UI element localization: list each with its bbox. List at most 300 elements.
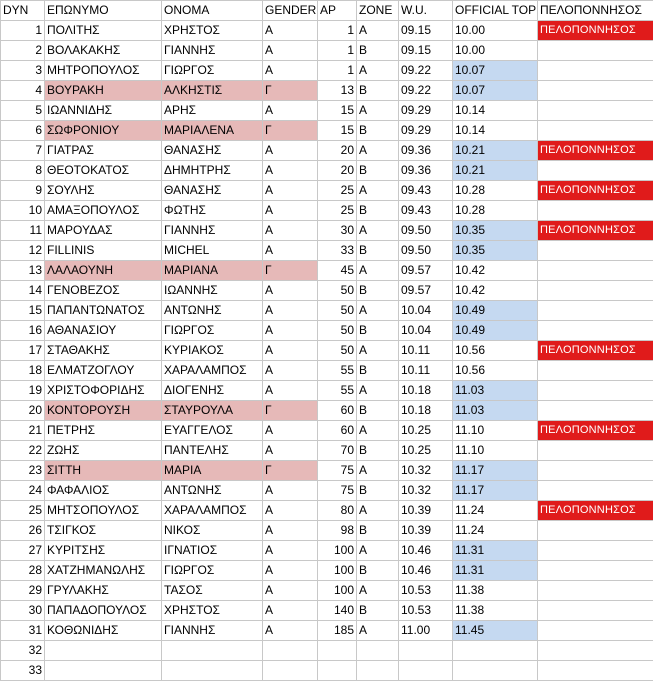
cell-ap[interactable]: 70 xyxy=(318,441,357,461)
cell-peloponnisos[interactable] xyxy=(538,41,653,61)
cell-dyn[interactable]: 6 xyxy=(1,121,45,141)
cell-official-top[interactable]: 10.49 xyxy=(453,321,538,341)
cell-official-top[interactable]: 10.14 xyxy=(453,121,538,141)
cell-dyn[interactable]: 7 xyxy=(1,141,45,161)
cell-surname[interactable]: ΧΡΙΣΤΟΦΟΡΙΔΗΣ xyxy=(45,381,162,401)
cell-peloponnisos[interactable]: ΠΕΛΟΠΟΝΝΗΣΟΣ xyxy=(538,21,653,41)
cell-official-top[interactable]: 11.38 xyxy=(453,581,538,601)
cell-peloponnisos[interactable] xyxy=(538,601,653,621)
cell-gender[interactable]: Α xyxy=(263,221,318,241)
cell-wu[interactable]: 10.53 xyxy=(399,601,453,621)
cell-surname[interactable]: ΑΜΑΞΟΠΟΥΛΟΣ xyxy=(45,201,162,221)
cell-peloponnisos[interactable] xyxy=(538,261,653,281)
cell-name[interactable]: ΧΑΡΑΛΑΜΠΟΣ xyxy=(162,361,263,381)
cell-zone[interactable]: Α xyxy=(357,181,399,201)
cell-gender[interactable]: Α xyxy=(263,241,318,261)
cell-wu[interactable]: 09.50 xyxy=(399,241,453,261)
cell-dyn[interactable]: 26 xyxy=(1,521,45,541)
cell-zone[interactable]: Β xyxy=(357,561,399,581)
cell-official-top[interactable]: 10.07 xyxy=(453,81,538,101)
header-name[interactable]: ΟΝΟΜΑ xyxy=(162,1,263,21)
cell-gender[interactable]: Γ xyxy=(263,261,318,281)
cell-gender[interactable]: Α xyxy=(263,521,318,541)
cell-zone[interactable]: Β xyxy=(357,401,399,421)
cell-surname[interactable]: ΚΟΝΤΟΡΟΥΣΗ xyxy=(45,401,162,421)
cell-dyn[interactable]: 27 xyxy=(1,541,45,561)
cell-ap[interactable]: 50 xyxy=(318,301,357,321)
cell-name[interactable]: ΣΤΑΥΡΟΥΛΑ xyxy=(162,401,263,421)
cell-ap[interactable]: 15 xyxy=(318,121,357,141)
cell-ap[interactable]: 100 xyxy=(318,581,357,601)
cell-peloponnisos[interactable] xyxy=(538,281,653,301)
cell-surname[interactable]: ΛΑΛΑΟΥΝΗ xyxy=(45,261,162,281)
cell-peloponnisos[interactable] xyxy=(538,361,653,381)
cell-peloponnisos[interactable]: ΠΕΛΟΠΟΝΝΗΣΟΣ xyxy=(538,341,653,361)
cell-zone[interactable]: Α xyxy=(357,21,399,41)
cell-zone[interactable]: Α xyxy=(357,541,399,561)
header-official-top[interactable]: OFFICIAL TOP xyxy=(453,1,538,21)
cell-name[interactable]: MICHEL xyxy=(162,241,263,261)
cell-wu[interactable]: 09.57 xyxy=(399,281,453,301)
cell-ap[interactable]: 15 xyxy=(318,101,357,121)
cell-gender[interactable]: Γ xyxy=(263,461,318,481)
cell-official-top[interactable]: 10.00 xyxy=(453,41,538,61)
cell-official-top[interactable]: 11.31 xyxy=(453,561,538,581)
cell-peloponnisos[interactable] xyxy=(538,241,653,261)
cell-zone[interactable]: Α xyxy=(357,501,399,521)
cell-zone[interactable] xyxy=(357,661,399,681)
cell-dyn[interactable]: 1 xyxy=(1,21,45,41)
cell-peloponnisos[interactable] xyxy=(538,561,653,581)
cell-name[interactable]: ΓΙΩΡΓΟΣ xyxy=(162,61,263,81)
cell-dyn[interactable]: 18 xyxy=(1,361,45,381)
cell-ap[interactable]: 100 xyxy=(318,541,357,561)
cell-peloponnisos[interactable] xyxy=(538,381,653,401)
cell-peloponnisos[interactable] xyxy=(538,121,653,141)
cell-gender[interactable]: Α xyxy=(263,161,318,181)
cell-surname[interactable]: ΜΗΤΡΟΠΟΥΛΟΣ xyxy=(45,61,162,81)
cell-zone[interactable]: Β xyxy=(357,201,399,221)
cell-peloponnisos[interactable] xyxy=(538,441,653,461)
cell-zone[interactable]: Β xyxy=(357,121,399,141)
cell-name[interactable]: ΑΛΚΗΣΤΙΣ xyxy=(162,81,263,101)
cell-ap[interactable]: 20 xyxy=(318,141,357,161)
cell-name[interactable]: ΧΡΗΣΤΟΣ xyxy=(162,601,263,621)
cell-dyn[interactable]: 17 xyxy=(1,341,45,361)
cell-ap[interactable]: 75 xyxy=(318,481,357,501)
cell-gender[interactable]: Α xyxy=(263,101,318,121)
cell-surname[interactable]: ΚΟΘΩΝΙΔΗΣ xyxy=(45,621,162,641)
header-dyn[interactable]: DYN xyxy=(1,1,45,21)
cell-zone[interactable]: Α xyxy=(357,581,399,601)
cell-surname[interactable]: ΑΘΑΝΑΣΙΟΥ xyxy=(45,321,162,341)
cell-peloponnisos[interactable] xyxy=(538,621,653,641)
header-wu[interactable]: W.U. xyxy=(399,1,453,21)
cell-surname[interactable]: ΓΙΑΤΡΑΣ xyxy=(45,141,162,161)
cell-surname[interactable]: ΧΑΤΖΗΜΑΝΩΛΗΣ xyxy=(45,561,162,581)
cell-official-top[interactable]: 10.14 xyxy=(453,101,538,121)
cell-ap[interactable]: 100 xyxy=(318,561,357,581)
cell-surname[interactable]: ΣΩΦΡΟΝΙΟΥ xyxy=(45,121,162,141)
cell-zone[interactable]: Β xyxy=(357,241,399,261)
cell-wu[interactable]: 10.18 xyxy=(399,381,453,401)
cell-surname[interactable]: ΣΙΤΤΗ xyxy=(45,461,162,481)
cell-zone[interactable]: Α xyxy=(357,461,399,481)
cell-name[interactable]: ΦΩΤΗΣ xyxy=(162,201,263,221)
cell-wu[interactable]: 10.18 xyxy=(399,401,453,421)
cell-surname[interactable]: ΦΑΦΑΛΙΟΣ xyxy=(45,481,162,501)
cell-wu[interactable]: 10.32 xyxy=(399,461,453,481)
cell-wu[interactable]: 10.39 xyxy=(399,521,453,541)
cell-official-top[interactable]: 11.17 xyxy=(453,461,538,481)
cell-official-top[interactable]: 10.49 xyxy=(453,301,538,321)
cell-peloponnisos[interactable] xyxy=(538,61,653,81)
cell-surname[interactable]: ΓΡΥΛΑΚΗΣ xyxy=(45,581,162,601)
cell-dyn[interactable]: 3 xyxy=(1,61,45,81)
cell-wu[interactable]: 10.25 xyxy=(399,441,453,461)
cell-surname[interactable]: ΒΟΛΑΚΑΚΗΣ xyxy=(45,41,162,61)
cell-surname[interactable]: ΣΤΑΘΑΚΗΣ xyxy=(45,341,162,361)
cell-name[interactable]: ΠΑΝΤΕΛΗΣ xyxy=(162,441,263,461)
cell-peloponnisos[interactable]: ΠΕΛΟΠΟΝΝΗΣΟΣ xyxy=(538,181,653,201)
cell-wu[interactable]: 09.15 xyxy=(399,21,453,41)
cell-zone[interactable]: Β xyxy=(357,441,399,461)
cell-ap[interactable]: 185 xyxy=(318,621,357,641)
cell-peloponnisos[interactable] xyxy=(538,481,653,501)
cell-wu[interactable]: 09.22 xyxy=(399,61,453,81)
cell-peloponnisos[interactable] xyxy=(538,321,653,341)
cell-name[interactable]: ΓΙΑΝΝΗΣ xyxy=(162,221,263,241)
cell-zone[interactable] xyxy=(357,641,399,661)
cell-dyn[interactable]: 4 xyxy=(1,81,45,101)
cell-ap[interactable]: 55 xyxy=(318,381,357,401)
cell-gender[interactable]: Γ xyxy=(263,121,318,141)
cell-wu[interactable]: 09.57 xyxy=(399,261,453,281)
cell-name[interactable]: ΜΑΡΙΑΝΑ xyxy=(162,261,263,281)
cell-official-top[interactable]: 10.56 xyxy=(453,341,538,361)
cell-ap[interactable]: 20 xyxy=(318,161,357,181)
cell-surname[interactable]: ΤΣΙΓΚΟΣ xyxy=(45,521,162,541)
cell-name[interactable]: ΙΩΑΝΝΗΣ xyxy=(162,281,263,301)
cell-wu[interactable] xyxy=(399,661,453,681)
cell-official-top[interactable]: 10.28 xyxy=(453,181,538,201)
header-peloponnisos[interactable]: ΠΕΛΟΠΟΝΝΗΣΟΣ xyxy=(538,1,653,21)
cell-wu[interactable]: 10.53 xyxy=(399,581,453,601)
cell-surname[interactable]: ΜΗΤΣΟΠΟΥΛΟΣ xyxy=(45,501,162,521)
cell-zone[interactable]: Β xyxy=(357,321,399,341)
cell-peloponnisos[interactable]: ΠΕΛΟΠΟΝΝΗΣΟΣ xyxy=(538,421,653,441)
cell-surname[interactable]: ΠΑΠΑΔΟΠΟΥΛΟΣ xyxy=(45,601,162,621)
cell-gender[interactable]: Α xyxy=(263,421,318,441)
cell-peloponnisos[interactable] xyxy=(538,81,653,101)
cell-surname[interactable]: ΖΩΗΣ xyxy=(45,441,162,461)
cell-dyn[interactable]: 22 xyxy=(1,441,45,461)
cell-name[interactable]: ΤΑΣΟΣ xyxy=(162,581,263,601)
cell-name[interactable]: ΧΡΗΣΤΟΣ xyxy=(162,21,263,41)
cell-peloponnisos[interactable] xyxy=(538,201,653,221)
cell-official-top[interactable]: 11.17 xyxy=(453,481,538,501)
cell-ap[interactable]: 13 xyxy=(318,81,357,101)
header-ap[interactable]: ΑΡ xyxy=(318,1,357,21)
cell-surname[interactable] xyxy=(45,641,162,661)
cell-surname[interactable]: ΘΕΟΤΟΚΑΤΟΣ xyxy=(45,161,162,181)
cell-peloponnisos[interactable] xyxy=(538,101,653,121)
cell-peloponnisos[interactable] xyxy=(538,581,653,601)
cell-surname[interactable]: ΣΟΥΛΗΣ xyxy=(45,181,162,201)
cell-wu[interactable]: 09.50 xyxy=(399,221,453,241)
cell-dyn[interactable]: 11 xyxy=(1,221,45,241)
cell-dyn[interactable]: 21 xyxy=(1,421,45,441)
cell-zone[interactable]: Β xyxy=(357,41,399,61)
cell-dyn[interactable]: 24 xyxy=(1,481,45,501)
cell-gender[interactable] xyxy=(263,661,318,681)
cell-official-top[interactable]: 10.56 xyxy=(453,361,538,381)
cell-peloponnisos[interactable] xyxy=(538,461,653,481)
cell-name[interactable]: ΧΑΡΑΛΑΜΠΟΣ xyxy=(162,501,263,521)
cell-gender[interactable]: Α xyxy=(263,561,318,581)
cell-dyn[interactable]: 9 xyxy=(1,181,45,201)
cell-gender[interactable]: Γ xyxy=(263,81,318,101)
cell-ap[interactable]: 25 xyxy=(318,181,357,201)
cell-name[interactable]: ΑΝΤΩΝΗΣ xyxy=(162,481,263,501)
cell-name[interactable] xyxy=(162,641,263,661)
cell-gender[interactable]: Α xyxy=(263,281,318,301)
cell-peloponnisos[interactable] xyxy=(538,521,653,541)
cell-name[interactable]: ΙΓΝΑΤΙΟΣ xyxy=(162,541,263,561)
cell-gender[interactable]: Α xyxy=(263,621,318,641)
cell-ap[interactable]: 60 xyxy=(318,421,357,441)
cell-zone[interactable]: Β xyxy=(357,521,399,541)
cell-ap[interactable]: 80 xyxy=(318,501,357,521)
cell-dyn[interactable]: 30 xyxy=(1,601,45,621)
cell-ap[interactable]: 50 xyxy=(318,321,357,341)
cell-peloponnisos[interactable] xyxy=(538,661,653,681)
cell-wu[interactable]: 09.22 xyxy=(399,81,453,101)
cell-zone[interactable]: Α xyxy=(357,421,399,441)
cell-ap[interactable]: 25 xyxy=(318,201,357,221)
cell-zone[interactable]: Α xyxy=(357,221,399,241)
cell-gender[interactable]: Α xyxy=(263,321,318,341)
cell-official-top[interactable]: 11.10 xyxy=(453,421,538,441)
cell-dyn[interactable]: 25 xyxy=(1,501,45,521)
cell-official-top[interactable]: 11.24 xyxy=(453,521,538,541)
cell-name[interactable]: ΑΡΗΣ xyxy=(162,101,263,121)
cell-surname[interactable]: ΓΕΝΟΒΕΖΟΣ xyxy=(45,281,162,301)
cell-zone[interactable]: Α xyxy=(357,341,399,361)
cell-wu[interactable]: 10.11 xyxy=(399,341,453,361)
cell-name[interactable]: ΓΙΩΡΓΟΣ xyxy=(162,321,263,341)
header-surname[interactable]: ΕΠΩΝΥΜΟ xyxy=(45,1,162,21)
cell-zone[interactable]: Α xyxy=(357,381,399,401)
cell-surname[interactable]: ΠΟΛΙΤΗΣ xyxy=(45,21,162,41)
cell-official-top[interactable]: 10.21 xyxy=(453,141,538,161)
cell-gender[interactable]: Α xyxy=(263,21,318,41)
cell-official-top[interactable]: 11.45 xyxy=(453,621,538,641)
cell-surname[interactable]: ΜΑΡΟΥΔΑΣ xyxy=(45,221,162,241)
cell-wu[interactable]: 10.32 xyxy=(399,481,453,501)
cell-peloponnisos[interactable]: ΠΕΛΟΠΟΝΝΗΣΟΣ xyxy=(538,501,653,521)
cell-ap[interactable] xyxy=(318,641,357,661)
cell-gender[interactable]: Α xyxy=(263,361,318,381)
cell-dyn[interactable]: 5 xyxy=(1,101,45,121)
cell-ap[interactable]: 98 xyxy=(318,521,357,541)
cell-ap[interactable]: 1 xyxy=(318,21,357,41)
cell-official-top[interactable]: 10.35 xyxy=(453,241,538,261)
cell-zone[interactable]: Α xyxy=(357,621,399,641)
cell-dyn[interactable]: 32 xyxy=(1,641,45,661)
cell-gender[interactable]: Α xyxy=(263,181,318,201)
cell-name[interactable]: ΔΗΜΗΤΡΗΣ xyxy=(162,161,263,181)
cell-gender[interactable]: Α xyxy=(263,441,318,461)
cell-dyn[interactable]: 13 xyxy=(1,261,45,281)
cell-ap[interactable] xyxy=(318,661,357,681)
cell-surname[interactable]: ΠΕΤΡΗΣ xyxy=(45,421,162,441)
cell-surname[interactable]: ΙΩΑΝΝΙΔΗΣ xyxy=(45,101,162,121)
cell-official-top[interactable]: 11.31 xyxy=(453,541,538,561)
cell-ap[interactable]: 50 xyxy=(318,341,357,361)
cell-ap[interactable]: 75 xyxy=(318,461,357,481)
cell-official-top[interactable]: 10.28 xyxy=(453,201,538,221)
cell-name[interactable]: ΓΙΑΝΝΗΣ xyxy=(162,41,263,61)
cell-gender[interactable]: Α xyxy=(263,41,318,61)
cell-gender[interactable]: Α xyxy=(263,501,318,521)
cell-zone[interactable]: Β xyxy=(357,281,399,301)
cell-surname[interactable]: FILLINIS xyxy=(45,241,162,261)
cell-name[interactable] xyxy=(162,661,263,681)
cell-official-top[interactable]: 11.03 xyxy=(453,381,538,401)
cell-wu[interactable]: 10.39 xyxy=(399,501,453,521)
cell-ap[interactable]: 1 xyxy=(318,41,357,61)
cell-official-top[interactable] xyxy=(453,661,538,681)
cell-surname[interactable]: ΒΟΥΡΑΚΗ xyxy=(45,81,162,101)
cell-zone[interactable]: Β xyxy=(357,481,399,501)
cell-ap[interactable]: 55 xyxy=(318,361,357,381)
cell-peloponnisos[interactable] xyxy=(538,301,653,321)
cell-dyn[interactable]: 19 xyxy=(1,381,45,401)
cell-official-top[interactable]: 10.42 xyxy=(453,281,538,301)
cell-dyn[interactable]: 12 xyxy=(1,241,45,261)
cell-zone[interactable]: Α xyxy=(357,101,399,121)
cell-zone[interactable]: Β xyxy=(357,601,399,621)
cell-name[interactable]: ΜΑΡΙΑΛΕΝΑ xyxy=(162,121,263,141)
cell-gender[interactable] xyxy=(263,641,318,661)
cell-wu[interactable]: 09.43 xyxy=(399,201,453,221)
cell-official-top[interactable]: 10.42 xyxy=(453,261,538,281)
cell-gender[interactable]: Α xyxy=(263,141,318,161)
cell-dyn[interactable]: 8 xyxy=(1,161,45,181)
cell-gender[interactable]: Α xyxy=(263,541,318,561)
cell-dyn[interactable]: 14 xyxy=(1,281,45,301)
cell-name[interactable]: ΓΙΑΝΝΗΣ xyxy=(162,621,263,641)
cell-wu[interactable] xyxy=(399,641,453,661)
cell-surname[interactable]: ΚΥΡΙΤΣΗΣ xyxy=(45,541,162,561)
cell-gender[interactable]: Α xyxy=(263,201,318,221)
cell-peloponnisos[interactable] xyxy=(538,161,653,181)
cell-official-top[interactable]: 10.07 xyxy=(453,61,538,81)
cell-gender[interactable]: Α xyxy=(263,581,318,601)
cell-dyn[interactable]: 20 xyxy=(1,401,45,421)
cell-surname[interactable]: ΠΑΠΑΝΤΩΝΑΤΟΣ xyxy=(45,301,162,321)
cell-wu[interactable]: 09.29 xyxy=(399,121,453,141)
cell-surname[interactable] xyxy=(45,661,162,681)
cell-name[interactable]: ΕΥΑΓΓΕΛΟΣ xyxy=(162,421,263,441)
cell-wu[interactable]: 09.36 xyxy=(399,161,453,181)
cell-dyn[interactable]: 15 xyxy=(1,301,45,321)
cell-gender[interactable]: Α xyxy=(263,301,318,321)
cell-peloponnisos[interactable] xyxy=(538,401,653,421)
cell-zone[interactable]: Α xyxy=(357,301,399,321)
cell-name[interactable]: ΘΑΝΑΣΗΣ xyxy=(162,181,263,201)
cell-peloponnisos[interactable] xyxy=(538,641,653,661)
cell-name[interactable]: ΜΑΡΙΑ xyxy=(162,461,263,481)
cell-gender[interactable]: Α xyxy=(263,381,318,401)
cell-official-top[interactable] xyxy=(453,641,538,661)
cell-ap[interactable]: 1 xyxy=(318,61,357,81)
cell-wu[interactable]: 09.15 xyxy=(399,41,453,61)
cell-ap[interactable]: 60 xyxy=(318,401,357,421)
cell-wu[interactable]: 10.46 xyxy=(399,541,453,561)
cell-wu[interactable]: 10.25 xyxy=(399,421,453,441)
cell-dyn[interactable]: 2 xyxy=(1,41,45,61)
cell-gender[interactable]: Α xyxy=(263,341,318,361)
cell-gender[interactable]: Α xyxy=(263,61,318,81)
cell-official-top[interactable]: 10.00 xyxy=(453,21,538,41)
cell-peloponnisos[interactable]: ΠΕΛΟΠΟΝΝΗΣΟΣ xyxy=(538,221,653,241)
cell-zone[interactable]: Β xyxy=(357,361,399,381)
cell-ap[interactable]: 33 xyxy=(318,241,357,261)
cell-official-top[interactable]: 11.24 xyxy=(453,501,538,521)
cell-zone[interactable]: Α xyxy=(357,141,399,161)
cell-dyn[interactable]: 16 xyxy=(1,321,45,341)
cell-wu[interactable]: 11.00 xyxy=(399,621,453,641)
cell-official-top[interactable]: 10.35 xyxy=(453,221,538,241)
header-zone[interactable]: ZONE xyxy=(357,1,399,21)
cell-ap[interactable]: 30 xyxy=(318,221,357,241)
cell-peloponnisos[interactable] xyxy=(538,541,653,561)
cell-zone[interactable]: Α xyxy=(357,261,399,281)
cell-surname[interactable]: ΕΛΜΑΤΖΟΓΛΟΥ xyxy=(45,361,162,381)
cell-zone[interactable]: Β xyxy=(357,81,399,101)
cell-gender[interactable]: Α xyxy=(263,481,318,501)
cell-name[interactable]: ΓΙΩΡΓΟΣ xyxy=(162,561,263,581)
header-gender[interactable]: GENDER xyxy=(263,1,318,21)
cell-gender[interactable]: Γ xyxy=(263,401,318,421)
cell-dyn[interactable]: 28 xyxy=(1,561,45,581)
cell-wu[interactable]: 10.11 xyxy=(399,361,453,381)
cell-official-top[interactable]: 11.03 xyxy=(453,401,538,421)
cell-wu[interactable]: 10.04 xyxy=(399,301,453,321)
cell-name[interactable]: ΚΥΡΙΑΚΟΣ xyxy=(162,341,263,361)
cell-official-top[interactable]: 10.21 xyxy=(453,161,538,181)
cell-dyn[interactable]: 33 xyxy=(1,661,45,681)
cell-gender[interactable]: Α xyxy=(263,601,318,621)
cell-official-top[interactable]: 11.10 xyxy=(453,441,538,461)
cell-wu[interactable]: 09.29 xyxy=(399,101,453,121)
cell-name[interactable]: ΔΙΟΓΕΝΗΣ xyxy=(162,381,263,401)
cell-ap[interactable]: 50 xyxy=(318,281,357,301)
cell-name[interactable]: ΑΝΤΩΝΗΣ xyxy=(162,301,263,321)
cell-dyn[interactable]: 31 xyxy=(1,621,45,641)
cell-zone[interactable]: Α xyxy=(357,61,399,81)
cell-wu[interactable]: 10.46 xyxy=(399,561,453,581)
cell-official-top[interactable]: 11.38 xyxy=(453,601,538,621)
cell-dyn[interactable]: 10 xyxy=(1,201,45,221)
cell-dyn[interactable]: 23 xyxy=(1,461,45,481)
cell-wu[interactable]: 09.36 xyxy=(399,141,453,161)
cell-zone[interactable]: Β xyxy=(357,161,399,181)
cell-wu[interactable]: 10.04 xyxy=(399,321,453,341)
cell-name[interactable]: ΘΑΝΑΣΗΣ xyxy=(162,141,263,161)
